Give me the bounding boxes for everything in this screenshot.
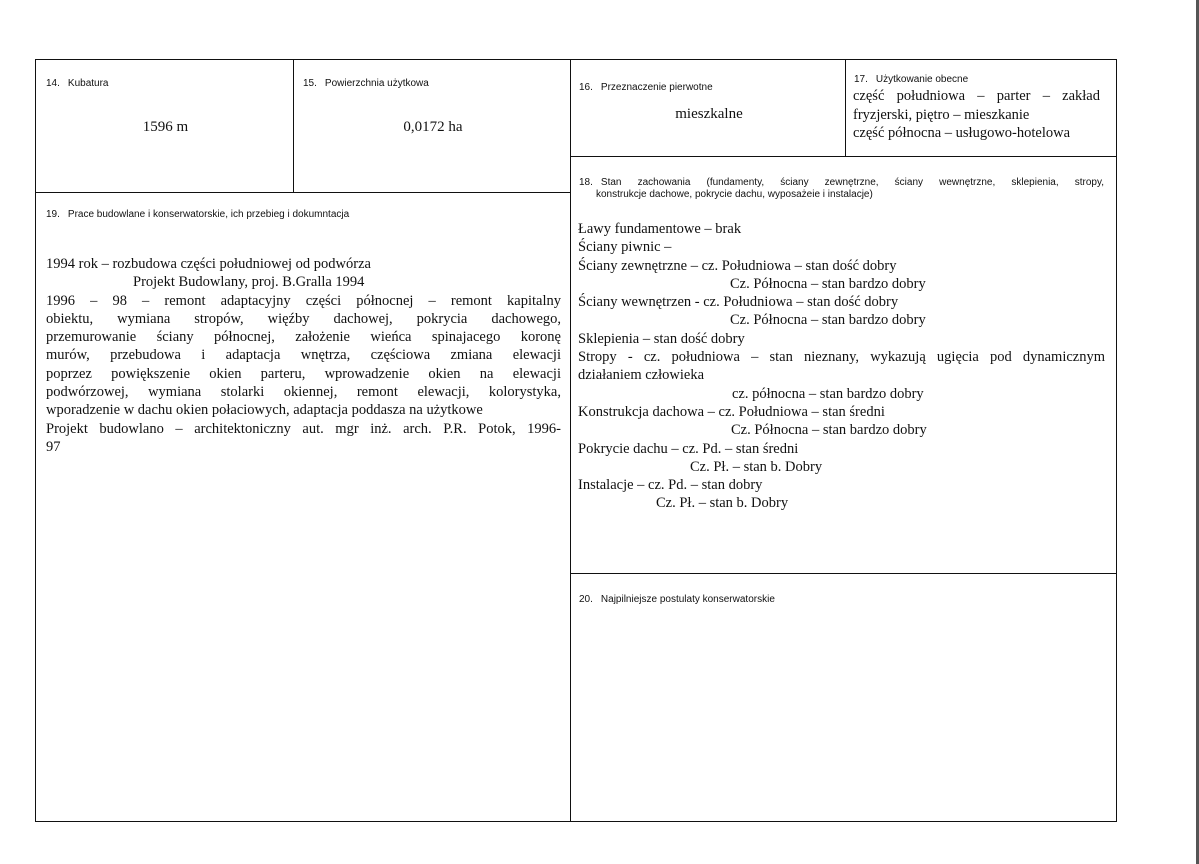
field-16-przeznaczenie <box>570 59 846 157</box>
field-18-line: Stropy - cz. południowa – stan nieznany, wykazują ugięcia pod dynamicznym <box>578 349 1105 366</box>
field-18-label: Stan zachowania (fundamenty, ściany zewnętrzne, ściany wewnętrzne, sklepienia, stropy, <box>600 177 1104 188</box>
field-18-label-cont: konstrukcje dachowe, pokrycie dachu, wyposażeie i instalacje) <box>596 188 873 200</box>
field-17-line: fryzjerski, piętro – mieszkanie <box>853 106 1030 123</box>
field-19-number: 19. <box>46 209 60 220</box>
field-19-line: wporadzenie w dachu okien połaciowych, adaptacja poddasza na użytkowe <box>46 402 483 419</box>
field-15-number: 15. <box>303 78 317 89</box>
field-19-line: Projekt budowlano – architektoniczny aut. mgr inż. arch. P.R. Potok, 1996- <box>46 420 561 437</box>
field-17-uzytkowanie <box>845 59 1117 157</box>
field-14-label: Kubatura <box>67 78 109 89</box>
field-15-powierzchnia <box>293 59 571 193</box>
field-19-line: obiektu, wymiana stropów, więźby dachowej, pokrycia dachowego, <box>46 310 561 327</box>
field-18-line: Instalacje – cz. Pd. – stan dobry <box>578 477 763 494</box>
field-18-line: Cz. Północna – stan bardzo dobry <box>731 422 927 439</box>
field-19-line: Projekt Budowlany, proj. B.Gralla 1994 <box>133 274 365 291</box>
field-19-prace-budowlane <box>35 192 571 822</box>
field-18-line: Konstrukcja dachowa – cz. Południowa – stan średni <box>578 403 885 420</box>
field-18-line: cz. północna – stan bardzo dobry <box>732 385 924 402</box>
field-20-number: 20. <box>579 594 593 605</box>
field-18-line: Ściany zewnętrzne – cz. Południowa – stan dość dobry <box>578 257 897 274</box>
field-14-value: 1596 m <box>142 119 189 135</box>
field-18-line: Pokrycie dachu – cz. Pd. – stan średni <box>578 440 799 457</box>
field-15-label: Powierzchnia użytkowa <box>324 78 429 89</box>
field-18-line: Cz. Pł. – stan b. Dobry <box>656 495 789 512</box>
field-18-line: Ściany wewnętrzen - cz. Południowa – stan dość dobry <box>578 294 899 311</box>
field-18-number: 18. <box>579 177 593 188</box>
field-18-line: Cz. Północna – stan bardzo dobry <box>730 275 926 292</box>
field-19-line: 1996 – 98 – remont adaptacyjny części północnej – remont kapitalny <box>46 292 561 309</box>
field-17-line: część południowa – parter – zakład <box>853 88 1100 104</box>
field-17-label: Użytkowanie obecne <box>875 74 969 85</box>
field-20-label: Najpilniejsze postulaty konserwatorskie <box>600 594 775 605</box>
field-18-line: Cz. Północna – stan bardzo dobry <box>730 312 926 329</box>
field-19-line: przemurowanie ściany północnej, założenie wieńca spinajacego koronę <box>46 329 561 346</box>
field-18-stan-zachowania <box>570 156 1117 574</box>
field-15-value: 0,0172 ha <box>403 119 463 135</box>
field-20-postulaty <box>570 573 1117 822</box>
field-16-number: 16. <box>579 82 593 93</box>
field-18-line: działaniem człowieka <box>578 367 705 384</box>
field-19-line: 97 <box>46 438 61 455</box>
field-14-kubatura <box>35 59 294 193</box>
field-18-line: Ławy fundamentowe – brak <box>578 221 742 237</box>
field-16-label: Przeznaczenie pierwotne <box>600 82 713 93</box>
field-18-line: Sklepienia – stan dość dobry <box>578 330 745 347</box>
field-19-line: poprzez powiększenie okien parteru, wprowadzenie okien na elewacji <box>46 365 561 382</box>
field-19-line: podwórzowej, wymiana stolarki okiennej, remont elewacji, kolorystyka, <box>46 384 561 401</box>
field-19-label: Prace budowlane i konserwatorskie, ich przebieg i dokumntacja <box>67 209 350 220</box>
field-16-value: mieszkalne <box>675 106 743 122</box>
field-18-line: Ściany piwnic – <box>578 239 672 256</box>
field-14-number: 14. <box>46 78 60 89</box>
field-19-line: 1994 rok – rozbudowa części południowej od podwórza <box>46 256 371 272</box>
field-18-line: Cz. Pł. – stan b. Dobry <box>690 458 823 475</box>
field-17-line: część północna – usługowo-hotelowa <box>853 125 1071 141</box>
field-19-line: murów, przebudowa i adaptacja wnętrza, częściowa zmiana elewacji <box>46 347 561 364</box>
field-17-number: 17. <box>854 74 868 85</box>
